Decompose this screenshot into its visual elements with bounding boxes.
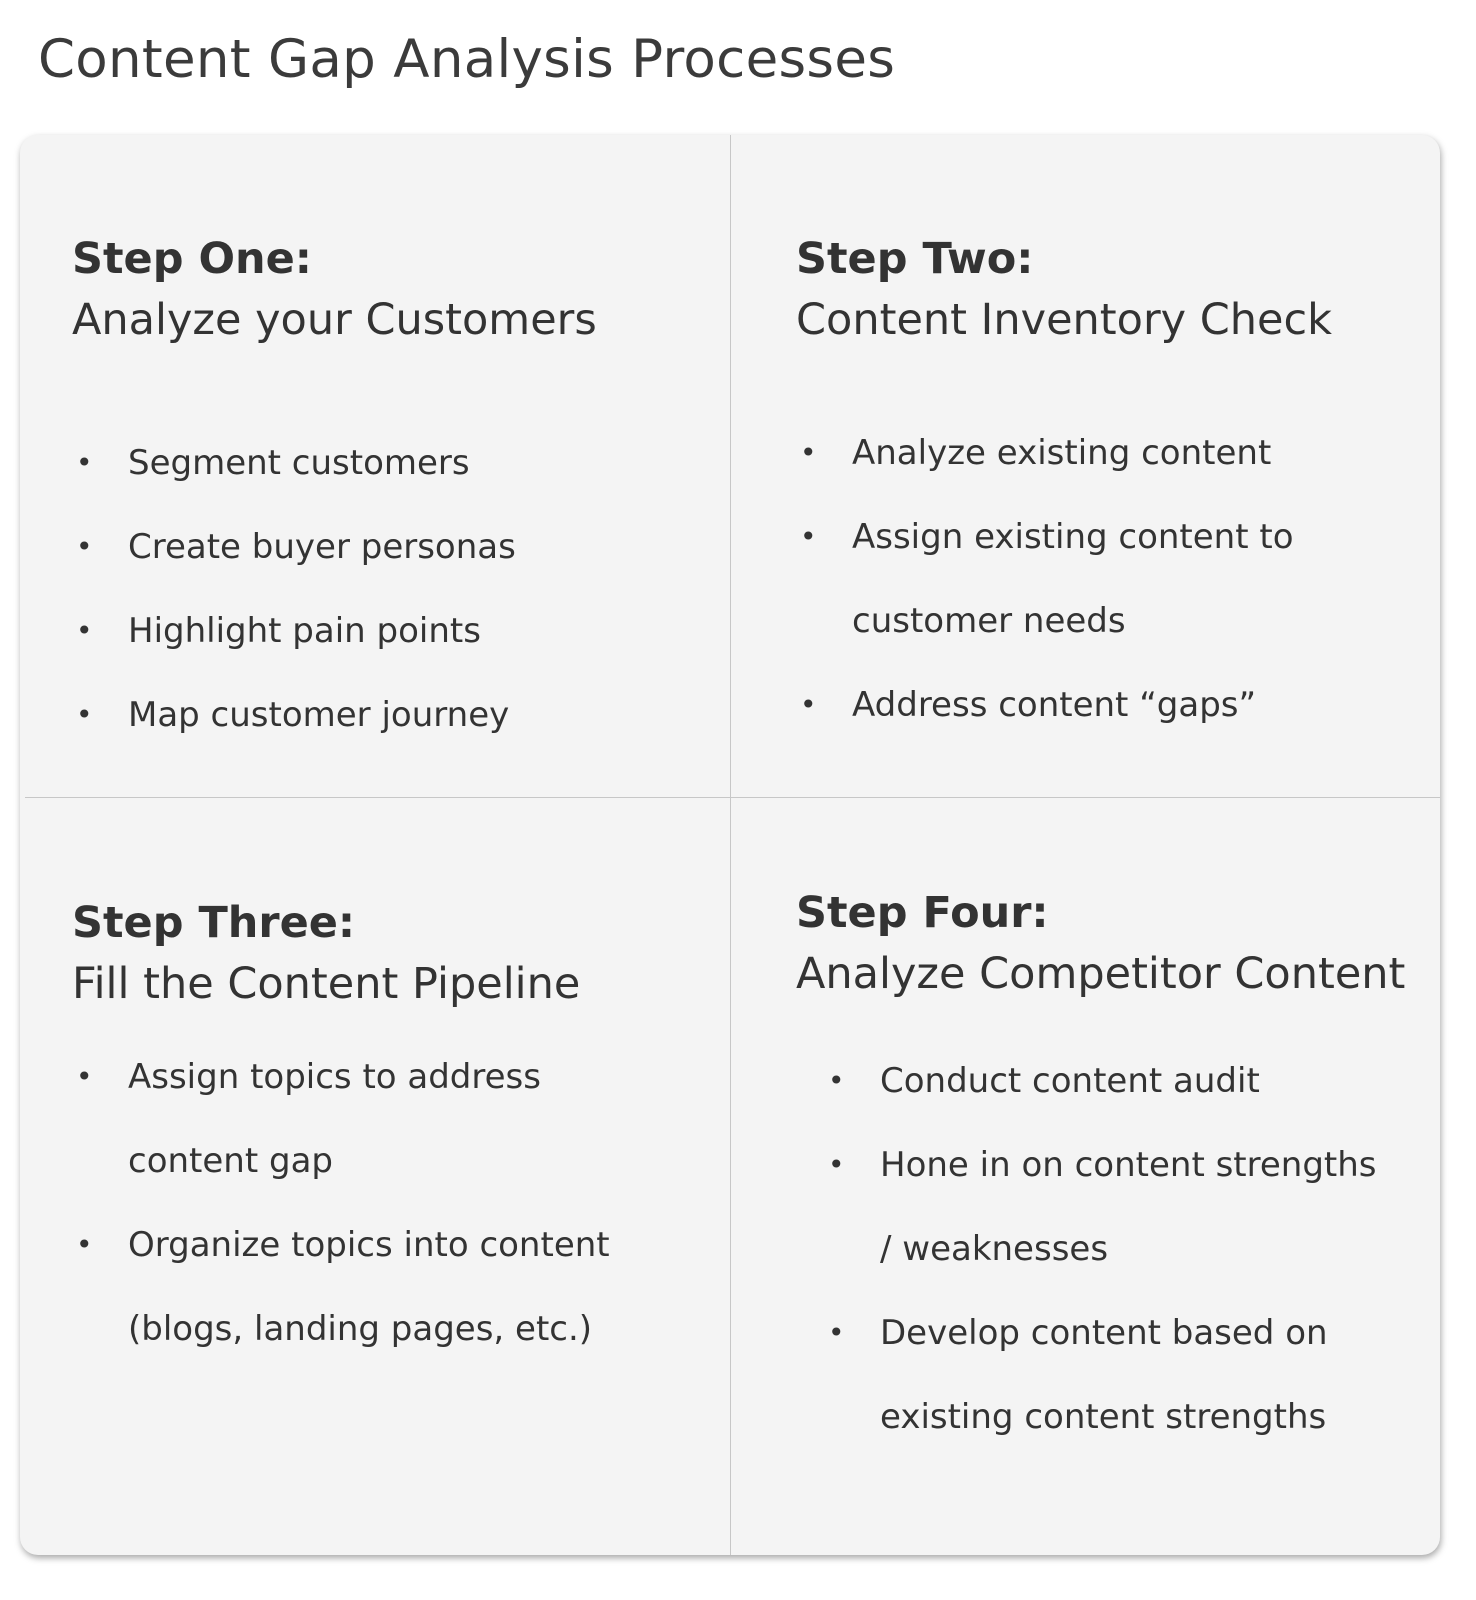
- bullet-item: • Highlight pain points: [72, 589, 672, 673]
- bullet-item: • Conduct content audit: [824, 1039, 1384, 1123]
- bullet-item: • Hone in on content strengths / weaknesses: [824, 1123, 1384, 1291]
- step-three-title: Fill the Content Pipeline: [72, 959, 581, 1009]
- bullet-item: • Segment customers: [72, 421, 672, 505]
- step-one-title: Analyze your Customers: [72, 295, 597, 345]
- step-four-title: Analyze Competitor Content: [796, 949, 1406, 999]
- step-two-quadrant: [796, 231, 1416, 747]
- bullet-item: • Map customer journey: [72, 673, 672, 757]
- bullet-icon: •: [800, 688, 817, 721]
- step-three-bullets: [72, 1035, 632, 1371]
- process-grid: [20, 135, 1440, 1555]
- page-title: Content Gap Analysis Processes: [38, 29, 896, 90]
- bullet-icon: •: [828, 1064, 845, 1097]
- step-four-bullets: [824, 1039, 1384, 1459]
- bullet-icon: •: [828, 1316, 845, 1349]
- step-one-label: Step One:: [72, 234, 312, 284]
- step-four-label: Step Four:: [796, 888, 1049, 938]
- step-three-quadrant: [72, 895, 692, 1371]
- step-one-quadrant: [72, 231, 692, 757]
- bullet-icon: •: [76, 1060, 93, 1093]
- step-three-label: Step Three:: [72, 898, 356, 948]
- bullet-icon: •: [76, 530, 93, 563]
- bullet-icon: •: [800, 436, 817, 469]
- bullet-item: • Address content “gaps”: [796, 663, 1356, 747]
- bullet-icon: •: [76, 446, 93, 479]
- bullet-item: • Analyze existing content: [796, 411, 1356, 495]
- bullet-icon: •: [828, 1148, 845, 1181]
- bullet-item: • Create buyer personas: [72, 505, 672, 589]
- vertical-divider: [730, 135, 731, 1555]
- bullet-icon: •: [76, 698, 93, 731]
- horizontal-divider: [25, 797, 1440, 798]
- bullet-icon: •: [800, 520, 817, 553]
- bullet-item: • Assign existing content to customer needs: [796, 495, 1356, 663]
- step-one-bullets: [72, 421, 672, 757]
- bullet-icon: •: [76, 1228, 93, 1261]
- step-two-label: Step Two:: [796, 234, 1034, 284]
- step-two-bullets: [796, 411, 1356, 747]
- bullet-item: • Organize topics into content (blogs, landing pages, etc.): [72, 1203, 632, 1371]
- bullet-item: • Develop content based on existing content strengths: [824, 1291, 1384, 1459]
- bullet-item: • Assign topics to address content gap: [72, 1035, 632, 1203]
- bullet-icon: •: [76, 614, 93, 647]
- step-two-title: Content Inventory Check: [796, 295, 1333, 345]
- step-four-quadrant: [796, 885, 1436, 1459]
